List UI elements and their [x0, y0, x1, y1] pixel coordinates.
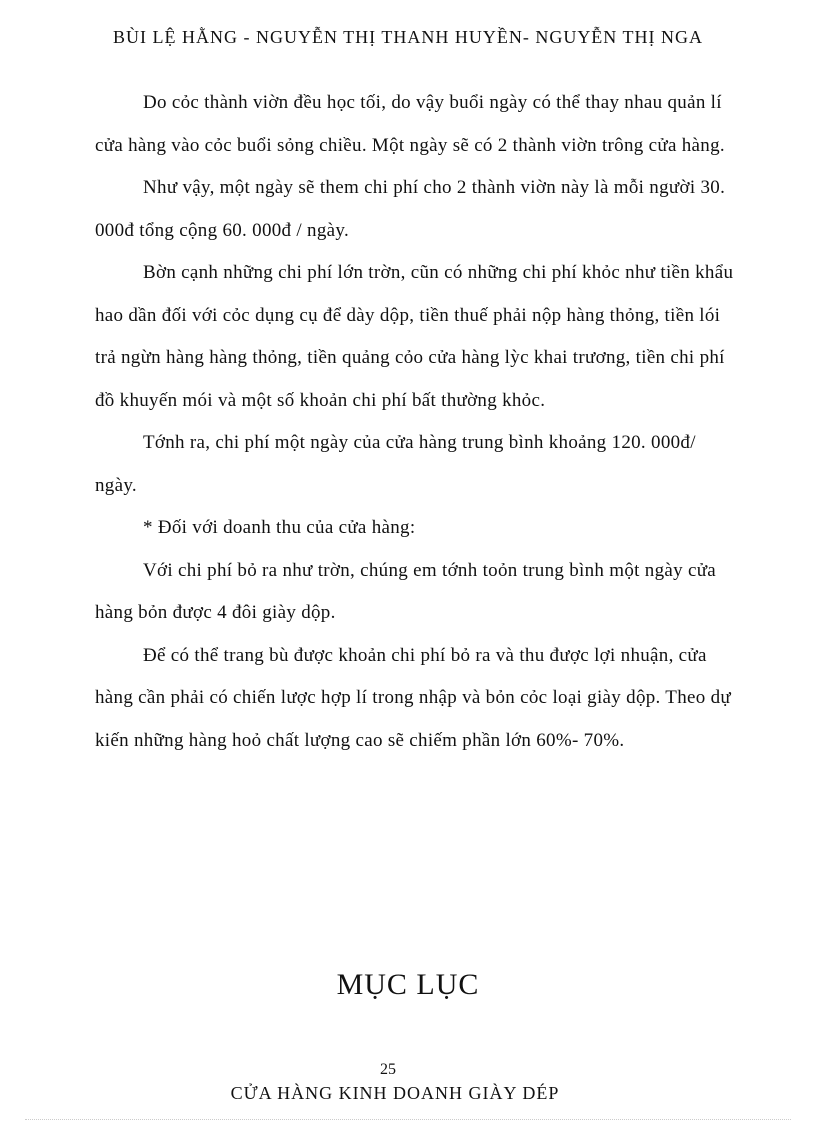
page-footer-title: CỬA HÀNG KINH DOANH GIÀY DÉP: [230, 1083, 560, 1103]
body-text: [95, 82, 735, 762]
paragraph-daily-cost: Tớnh ra, chi phí một ngày của cửa hàng trung bình khoảng 120. 000đ/ ngày.: [95, 432, 696, 496]
paragraph-revenue-heading: * Đối với doanh thu của cửa hàng:: [143, 517, 416, 538]
paragraph-daily-sales: Với chi phí bỏ ra như trờn, chúng em tớnh toỏn trung bình một ngày cửa hàng bỏn được 4 đôi giày dộp.: [95, 559, 717, 623]
paragraph-staff-schedule: Do cỏc thành viờn đều học tối, do vậy buổi ngày có thể thay nhau quản lí cửa hàng vào cỏc buổi sỏng chiều. Một ngày sẽ có 2 thành viờn trông cửa hàng.: [95, 92, 725, 156]
paragraph-strategy: Để có thể trang bù được khoản chi phí bỏ ra và thu được lợi nhuận, cửa hàng cần phải có chiến lược hợp lí trong nhập và bỏn cỏc loại giày dộp. Theo dự kiến những hàng hoỏ chất lượng cao sẽ chiếm phần lớn 60%- 70%.: [95, 644, 731, 751]
paragraph-staff-cost: Như vậy, một ngày sẽ them chi phí cho 2 thành viờn này là mỗi người 30. 000đ tổng cộng 60. 000đ / ngày.: [95, 177, 726, 241]
page-number: 25: [380, 1061, 396, 1078]
footer-divider: [25, 1119, 791, 1120]
page-header-authors: BÙI LỆ HẰNG - NGUYỄN THỊ THANH HUYỀN- NGUYỄN THỊ NGA: [113, 27, 703, 47]
toc-title: MỤC LỤC: [336, 968, 480, 1001]
paragraph-other-costs: Bờn cạnh những chi phí lớn trờn, cũn có những chi phí khỏc như tiền khẩu hao dần đối với cỏc dụng cụ để dày dộp, tiền thuế phải nộp hàng thỏng, tiền lói trả ngừn hàng hàng thỏng, tiền quảng cỏo cửa hàng lỳc khai trương, tiền chi phí đồ khuyến mói và một số khoản chi phí bất thường khỏc.: [95, 262, 734, 411]
